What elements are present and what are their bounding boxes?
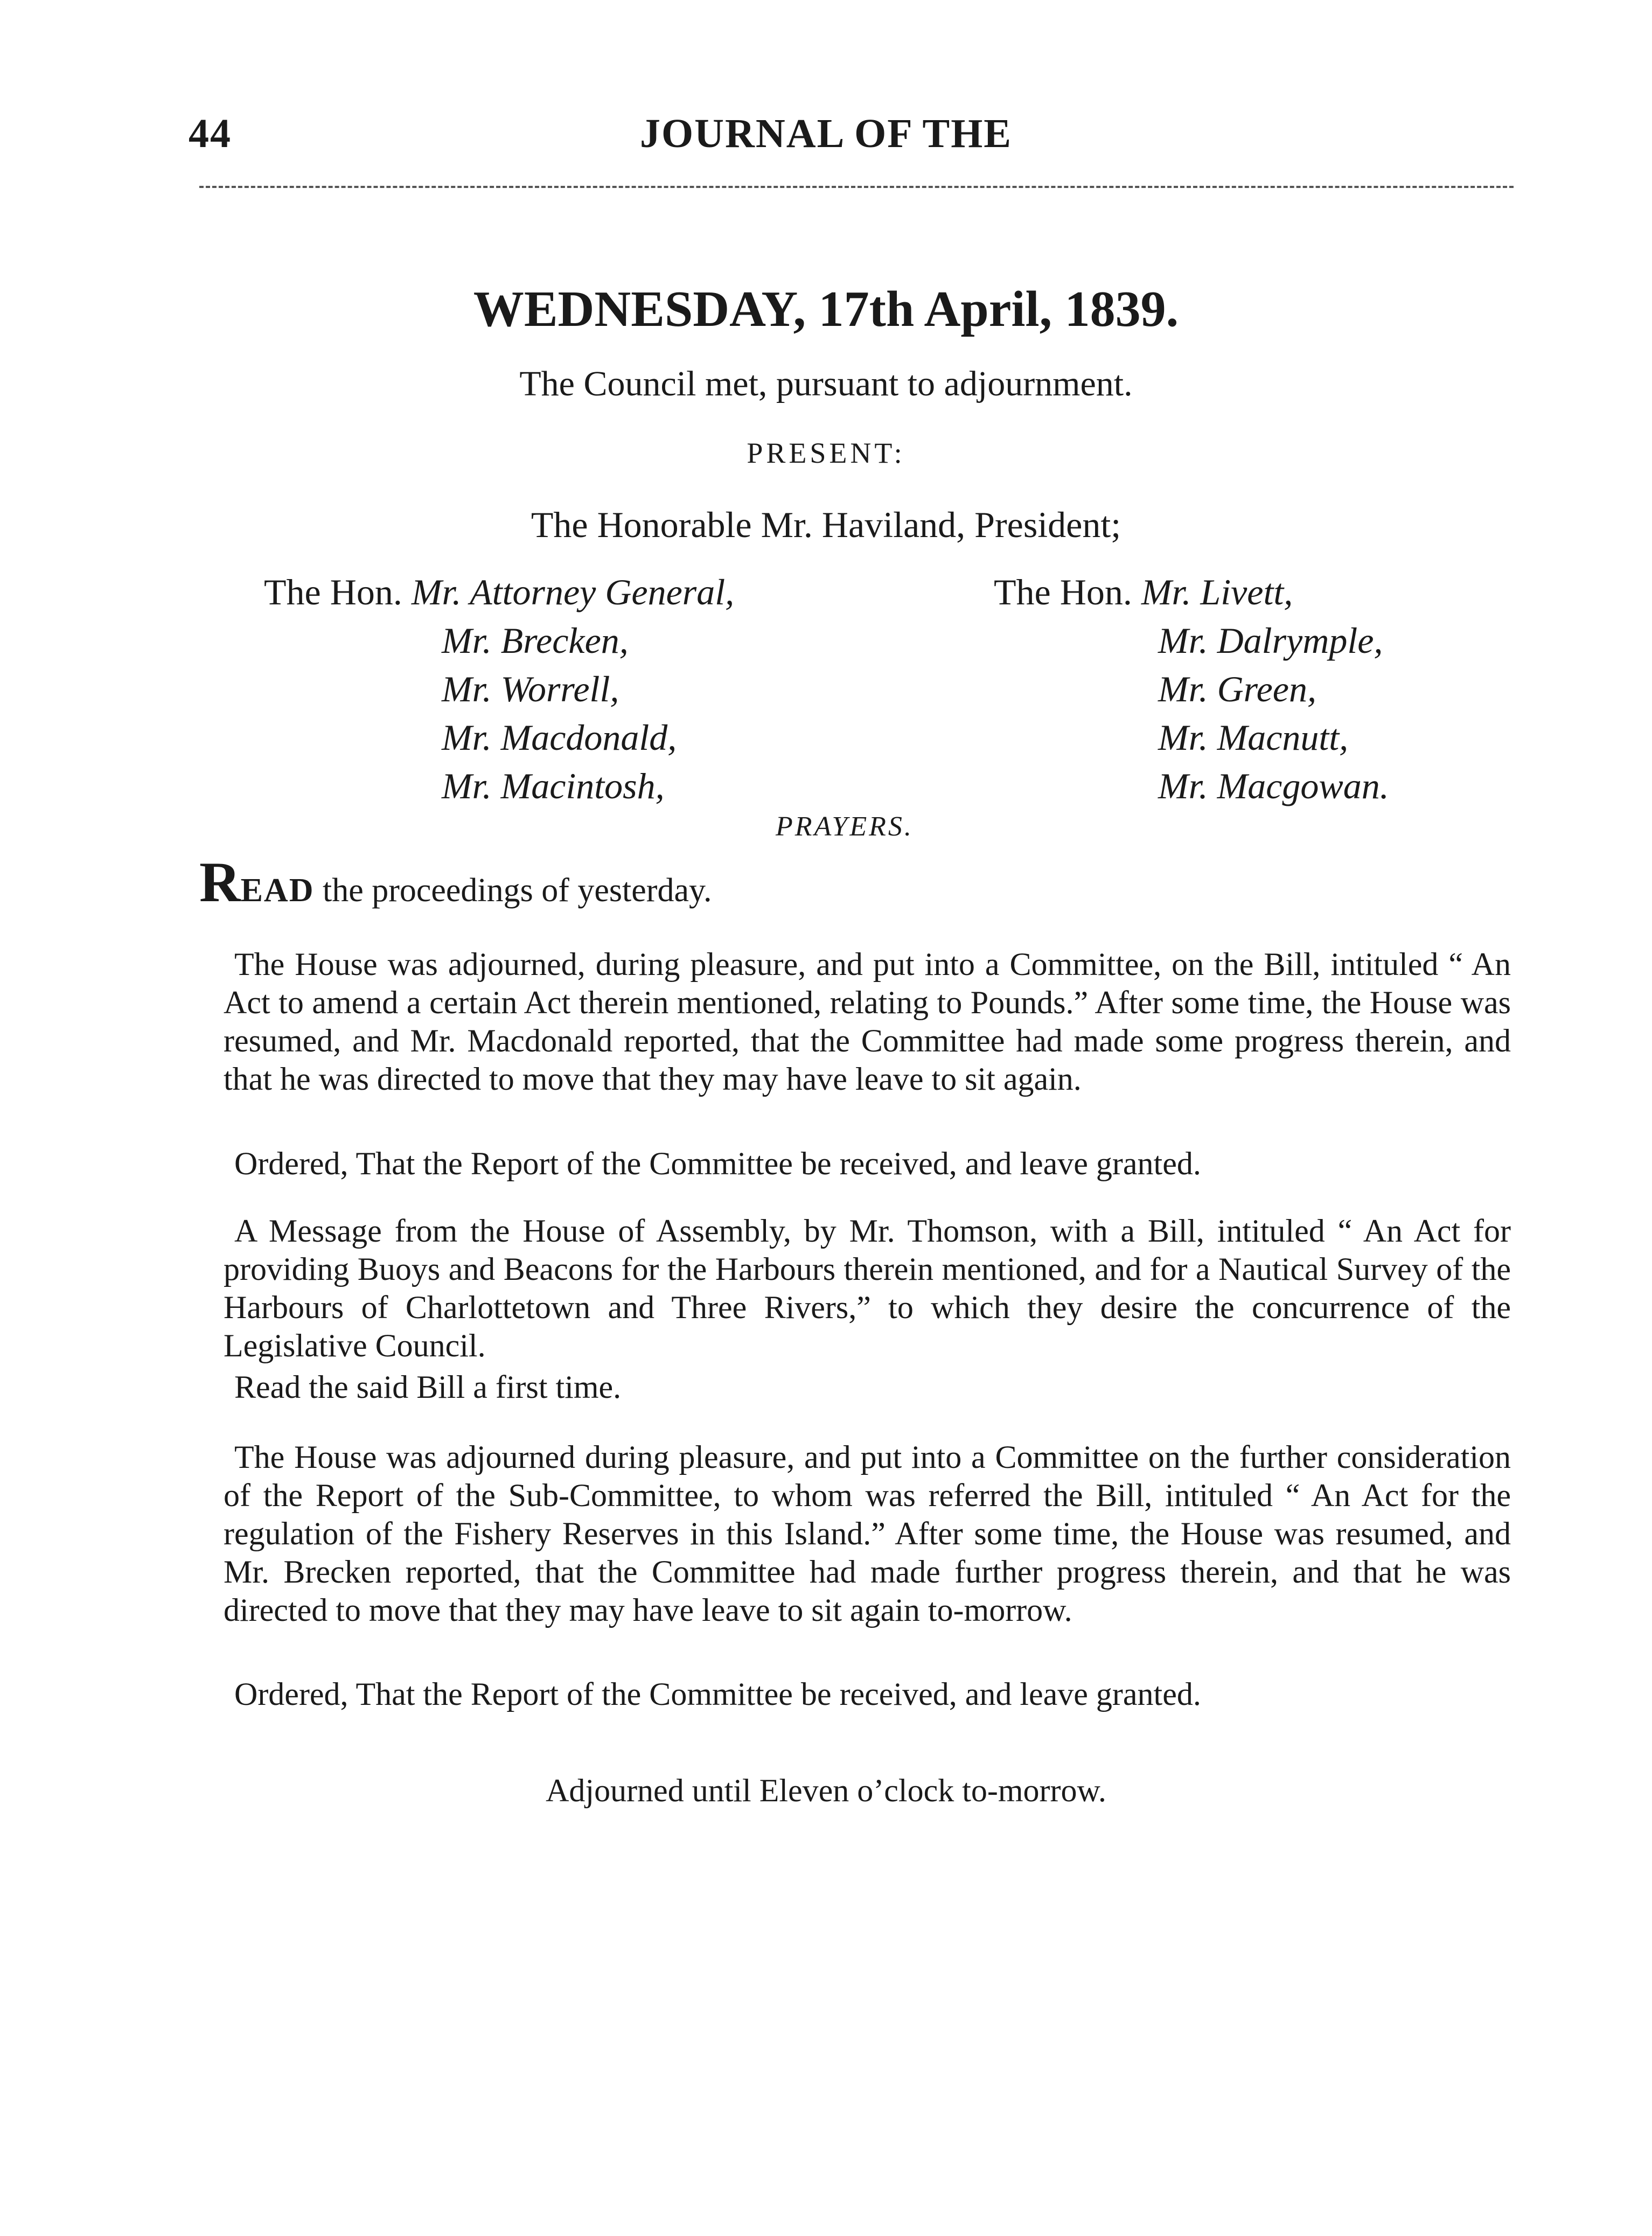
member-right-2: Mr. Dalrymple, <box>1158 620 1383 661</box>
paragraph-ordered-1: Ordered, That the Report of the Committee be received, and leave granted. <box>234 1146 1201 1181</box>
paragraph-ordered-2: Ordered, That the Report of the Committee be received, and leave granted. <box>234 1676 1201 1712</box>
page-number: 44 <box>189 111 232 156</box>
present-label: PRESENT: <box>747 437 905 469</box>
running-title: JOURNAL OF THE <box>640 111 1012 156</box>
member-left-5: Mr. Macintosh, <box>442 765 665 806</box>
paragraph-fishery-reserves: The House was adjourned during pleasure, and put into a Committee on the further consideration of the Report of the Sub-Committee, to whom was referred the Bill, intituled “ An Act for the regulation of the Fishery Reserves in this Island.” After some time, the House was resumed, and Mr. Brecken reported, that the Committee had made further progress therein, and that he was directed to move that they may have leave to sit again to-morrow. <box>224 1439 1511 1628</box>
member-right-4: Mr. Macnutt, <box>1158 717 1349 758</box>
member-left-1 <box>264 571 734 614</box>
session-date: WEDNESDAY, 17th April, 1839. <box>473 281 1179 337</box>
prayers-heading: PRAYERS. <box>776 811 914 842</box>
paragraph-first-reading: Read the said Bill a first time. <box>234 1369 622 1405</box>
member-name: Mr. Attorney General, <box>411 572 735 612</box>
read-rest: the proceedings of yesterday. <box>314 872 712 909</box>
paragraph-committee-pounds: The House was adjourned, during pleasure, and put into a Committee, on the Bill, intituled “ An Act to amend a certain Act therein mentioned, relating to Pounds.” After some time, the House was resumed, and Mr. Macdonald reported, that the Committee had made some progress therein, and that he was directed to move that they may have leave to sit again. <box>224 946 1511 1097</box>
hon-prefix-right: The Hon. <box>994 572 1132 612</box>
member-name: Mr. Livett, <box>1141 572 1293 612</box>
member-left-4: Mr. Macdonald, <box>442 717 677 758</box>
header-rule <box>199 186 1514 188</box>
paragraph-message-assembly: A Message from the House of Assembly, by Mr. Thomson, with a Bill, intituled “ An Act for providing Buoys and Beacons for the Harbours therein mentioned, and for a Nautical Survey of the Harbours of Charlottetown and Three Rivers,” to which they desire the concurrence of the Legislative Council. <box>224 1213 1511 1363</box>
president-line: The Honorable Mr. Haviland, President; <box>531 504 1121 545</box>
hon-prefix-left: The Hon. <box>264 572 402 612</box>
read-smallcaps: EAD <box>240 872 315 909</box>
member-left-3: Mr. Worrell, <box>442 668 619 709</box>
member-left-2: Mr. Brecken, <box>442 620 629 661</box>
adjourned-line: Adjourned until Eleven o’clock to-morrow. <box>546 1773 1106 1808</box>
member-right-5: Mr. Macgowan. <box>1158 765 1389 806</box>
member-right-1 <box>994 571 1293 614</box>
council-met-line: The Council met, pursuant to adjournment. <box>519 364 1133 403</box>
member-right-3: Mr. Green, <box>1158 668 1316 709</box>
drop-cap: R <box>199 851 241 914</box>
read-proceedings-line <box>199 851 712 914</box>
